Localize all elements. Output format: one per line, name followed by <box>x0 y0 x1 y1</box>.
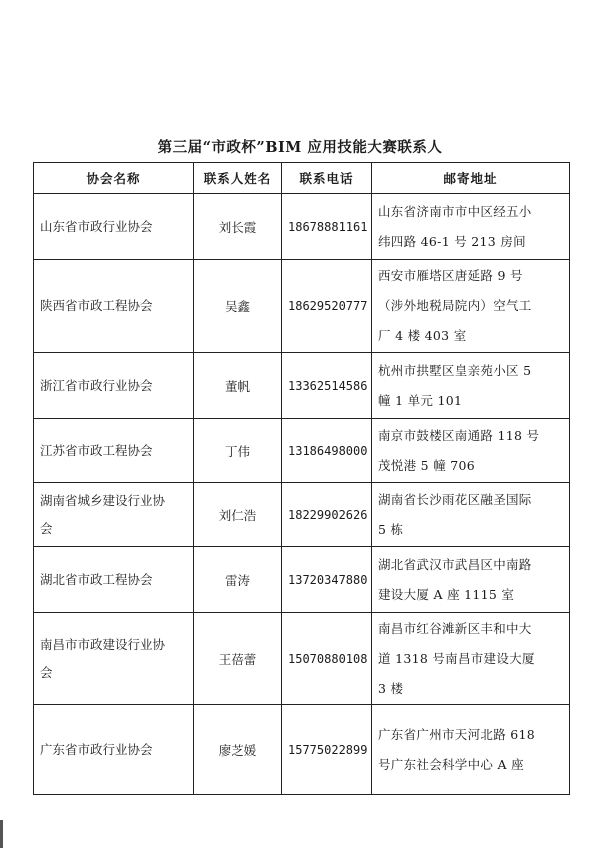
association-name: 浙江省市政行业协会 <box>40 377 153 393</box>
association-cell <box>34 705 194 795</box>
association-name: 会 <box>40 520 53 536</box>
address-line: 纬四路 46-1 号 213 房间 <box>378 233 526 249</box>
address-cell <box>372 419 570 483</box>
association-cell <box>34 194 194 260</box>
table-row <box>34 613 570 705</box>
association-cell <box>34 483 194 547</box>
address-line: 3 楼 <box>378 680 404 696</box>
association-cell <box>34 613 194 705</box>
address-line: 湖南省长沙雨花区融圣国际 <box>378 491 532 507</box>
header-address: 邮寄地址 <box>372 163 570 194</box>
contact-name: 丁伟 <box>194 419 282 483</box>
contact-name: 廖芝媛 <box>194 705 282 795</box>
address-cell <box>372 353 570 419</box>
address-line: 厂 4 楼 403 室 <box>378 328 467 343</box>
contacts-table <box>33 162 570 795</box>
association-cell <box>34 353 194 419</box>
address-line: 建设大厦 A 座 1115 室 <box>378 586 515 602</box>
contact-name: 吴鑫 <box>194 260 282 353</box>
table-row <box>34 547 570 613</box>
address-cell <box>372 194 570 260</box>
table-row <box>34 353 570 419</box>
association-name: 山东省市政行业协会 <box>40 218 153 234</box>
address-line: 茂悦港 5 幢 706 <box>378 457 476 473</box>
association-name: 会 <box>40 664 53 680</box>
phone-number: 18229902626 <box>282 483 372 547</box>
phone-number: 15070880108 <box>282 613 372 705</box>
table-row <box>34 483 570 547</box>
table-row <box>34 194 570 260</box>
phone-number: 13186498000 <box>282 419 372 483</box>
phone-number: 18629520777 <box>282 260 372 353</box>
association-name: 江苏省市政工程协会 <box>40 442 153 458</box>
address-line: 道 1318 号南昌市建设大厦 <box>378 650 535 666</box>
address-line: 号广东社会科学中心 A 座 <box>378 756 524 772</box>
contact-name: 刘长霞 <box>194 194 282 260</box>
contact-name: 王蓓蕾 <box>194 613 282 705</box>
address-cell <box>372 483 570 547</box>
address-line: 山东省济南市市中区经五小 <box>378 203 532 219</box>
association-name: 湖南省城乡建设行业协 <box>40 492 166 508</box>
table-row <box>34 260 570 353</box>
association-name: 陕西省市政工程协会 <box>40 298 153 313</box>
phone-number: 15775022899 <box>282 705 372 795</box>
address-cell <box>372 547 570 613</box>
contact-name: 董帆 <box>194 353 282 419</box>
phone-number: 18678881161 <box>282 194 372 260</box>
association-name: 南昌市市政建设行业协 <box>40 636 166 652</box>
address-line: 南昌市红谷滩新区丰和中大 <box>378 620 532 636</box>
page-title: 第三届“市政杯”BIM 应用技能大赛联系人 <box>157 139 443 156</box>
address-line: 湖北省武汉市武昌区中南路 <box>378 556 532 572</box>
scan-edge-mark <box>0 820 3 848</box>
association-cell <box>34 260 194 353</box>
address-line: 广东省广州市天河北路 618 <box>378 726 536 742</box>
phone-number: 13362514586 <box>282 353 372 419</box>
association-cell <box>34 419 194 483</box>
table-row <box>34 705 570 795</box>
table-header-row <box>34 163 570 194</box>
address-line: 西安市雁塔区唐延路 9 号 <box>378 268 523 283</box>
header-phone: 联系电话 <box>282 163 372 194</box>
contact-name: 雷涛 <box>194 547 282 613</box>
address-cell <box>372 260 570 353</box>
address-line: 南京市鼓楼区南通路 118 号 <box>378 427 540 443</box>
address-cell <box>372 705 570 795</box>
address-line: 杭州市拱墅区皇亲苑小区 5 <box>378 362 532 378</box>
header-contact-name: 联系人姓名 <box>194 163 282 194</box>
address-line: （涉外地税局院内）空气工 <box>378 298 532 313</box>
association-name: 广东省市政行业协会 <box>40 741 153 757</box>
contact-name: 刘仁浩 <box>194 483 282 547</box>
association-cell <box>34 547 194 613</box>
table-row <box>34 419 570 483</box>
association-name: 湖北省市政工程协会 <box>40 571 153 587</box>
address-line: 幢 1 单元 101 <box>378 392 463 408</box>
address-line: 5 栋 <box>378 521 404 537</box>
address-cell <box>372 613 570 705</box>
phone-number: 13720347880 <box>282 547 372 613</box>
header-association: 协会名称 <box>34 163 194 194</box>
